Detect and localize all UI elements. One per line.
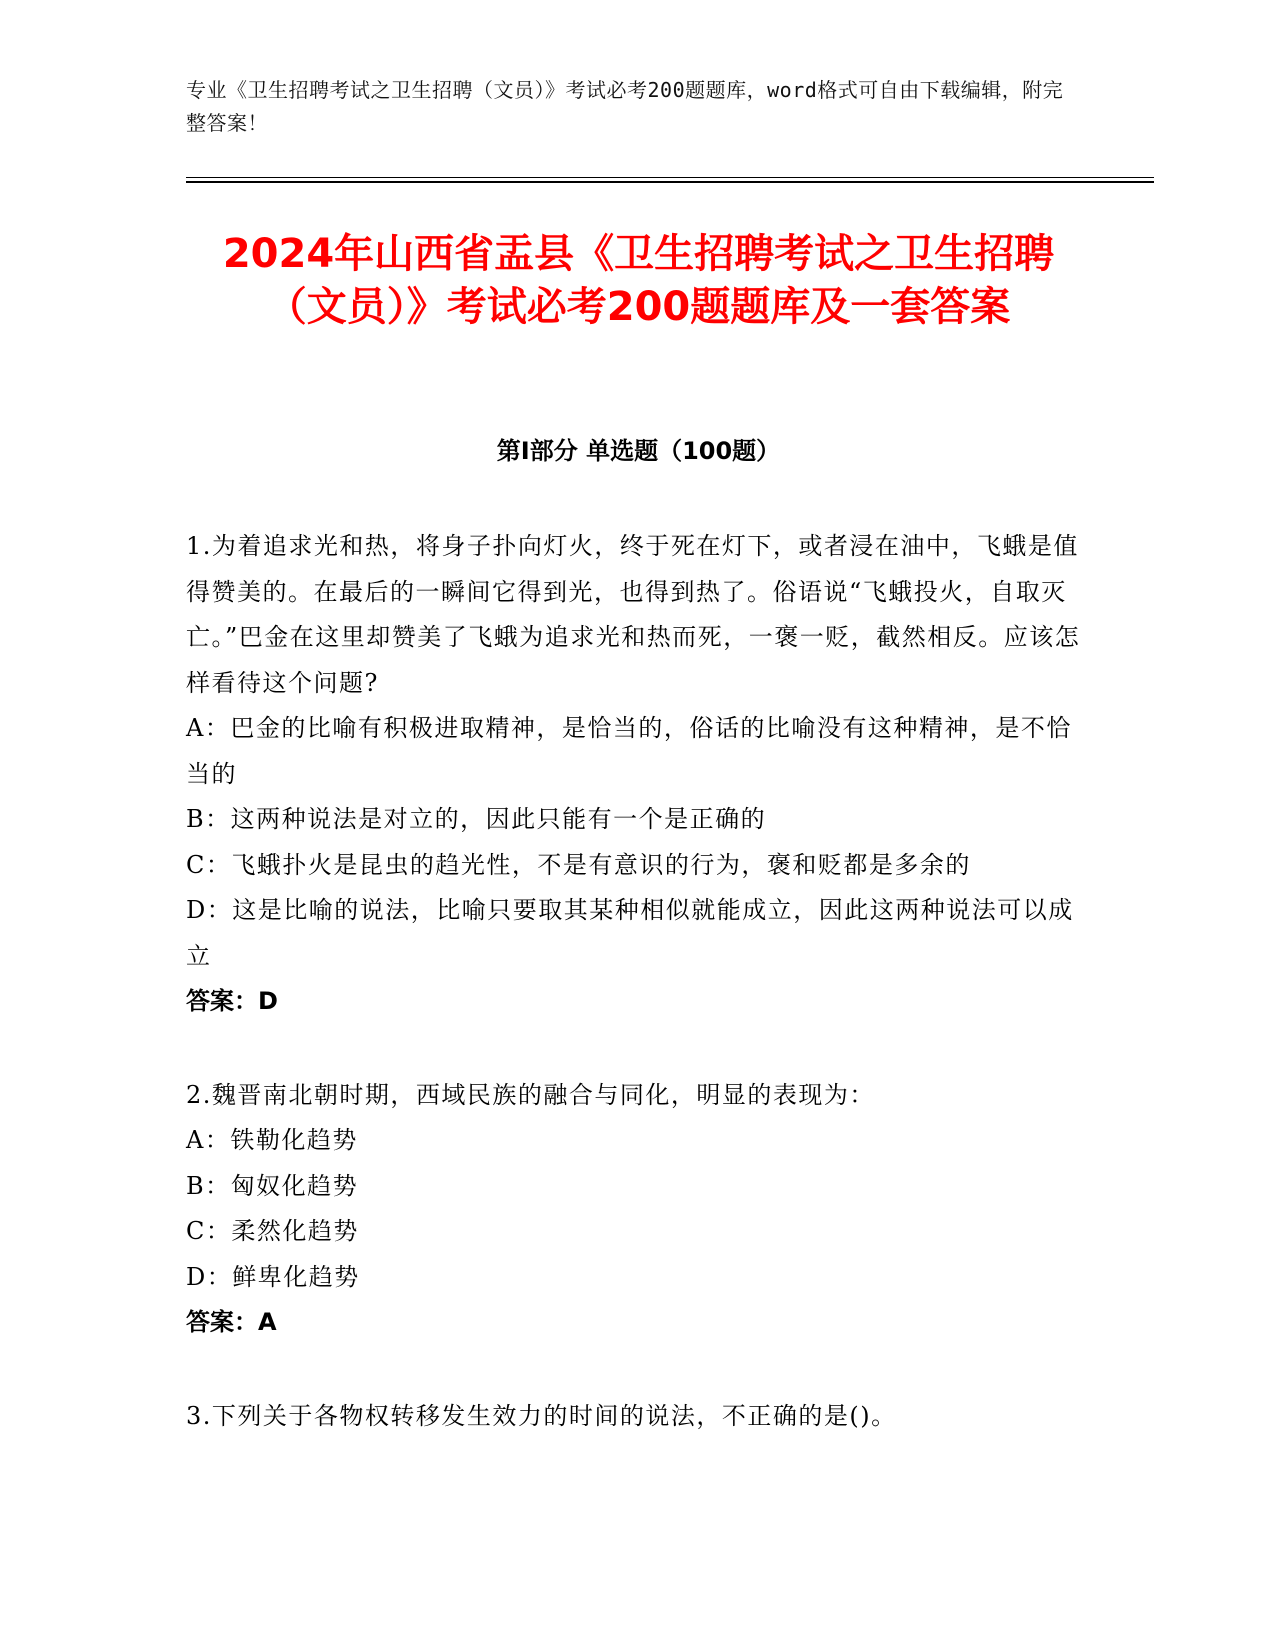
question-1 [186,524,1096,1025]
question-stem: 1.为着追求光和热，将身子扑向灯火，终于死在灯下，或者浸在油中，飞蛾是值得赞美的。在最后的一瞬间它得到光，也得到热了。俗语说“飞蛾投火，自取灭亡。”巴金在这里却赞美了飞蛾为追求光和热而死，一褒一贬，截然相反。应该怎样看待这个问题? [186,532,1081,697]
option-c: C：柔然化趋势 [186,1217,359,1245]
question-list [186,524,1096,1487]
answer-label: 答案：A [186,1308,277,1336]
option-b: B：这两种说法是对立的，因此只能有一个是正确的 [186,805,767,833]
option-a: A：铁勒化趋势 [186,1126,358,1154]
question-stem: 2.魏晋南北朝时期，西域民族的融合与同化，明显的表现为： [186,1080,875,1109]
header-divider-thick [186,181,1154,183]
section-title: 第I部分 单选题（100题） [496,437,781,465]
question-2 [186,1073,1096,1346]
option-d: D：这是比喻的说法，比喻只要取其某种相似就能成立，因此这两种说法可以成立 [186,896,1074,970]
document-title: 2024年山西省盂县《卫生招聘考试之卫生招聘（文员）》考试必考200题题库及一套答案 [222,231,1055,330]
answer-label: 答案：D [186,987,278,1015]
option-b: B：匈奴化趋势 [186,1171,359,1200]
header-note: 专业《卫生招聘考试之卫生招聘（文员）》考试必考200题题库，word格式可自由下载编辑，附完整答案！ [186,78,1064,135]
option-d: D：鲜卑化趋势 [186,1262,360,1291]
question-stem: 3.下列关于各物权转移发生效力的时间的说法，不正确的是()。 [186,1401,897,1430]
question-3 [186,1394,1096,1440]
header-divider-thin [186,177,1154,178]
option-a: A：巴金的比喻有积极进取精神，是恰当的，俗话的比喻没有这种精神，是不恰当的 [186,714,1072,788]
option-c: C：飞蛾扑火是昆虫的趋光性，不是有意识的行为，褒和贬都是多余的 [186,850,971,879]
